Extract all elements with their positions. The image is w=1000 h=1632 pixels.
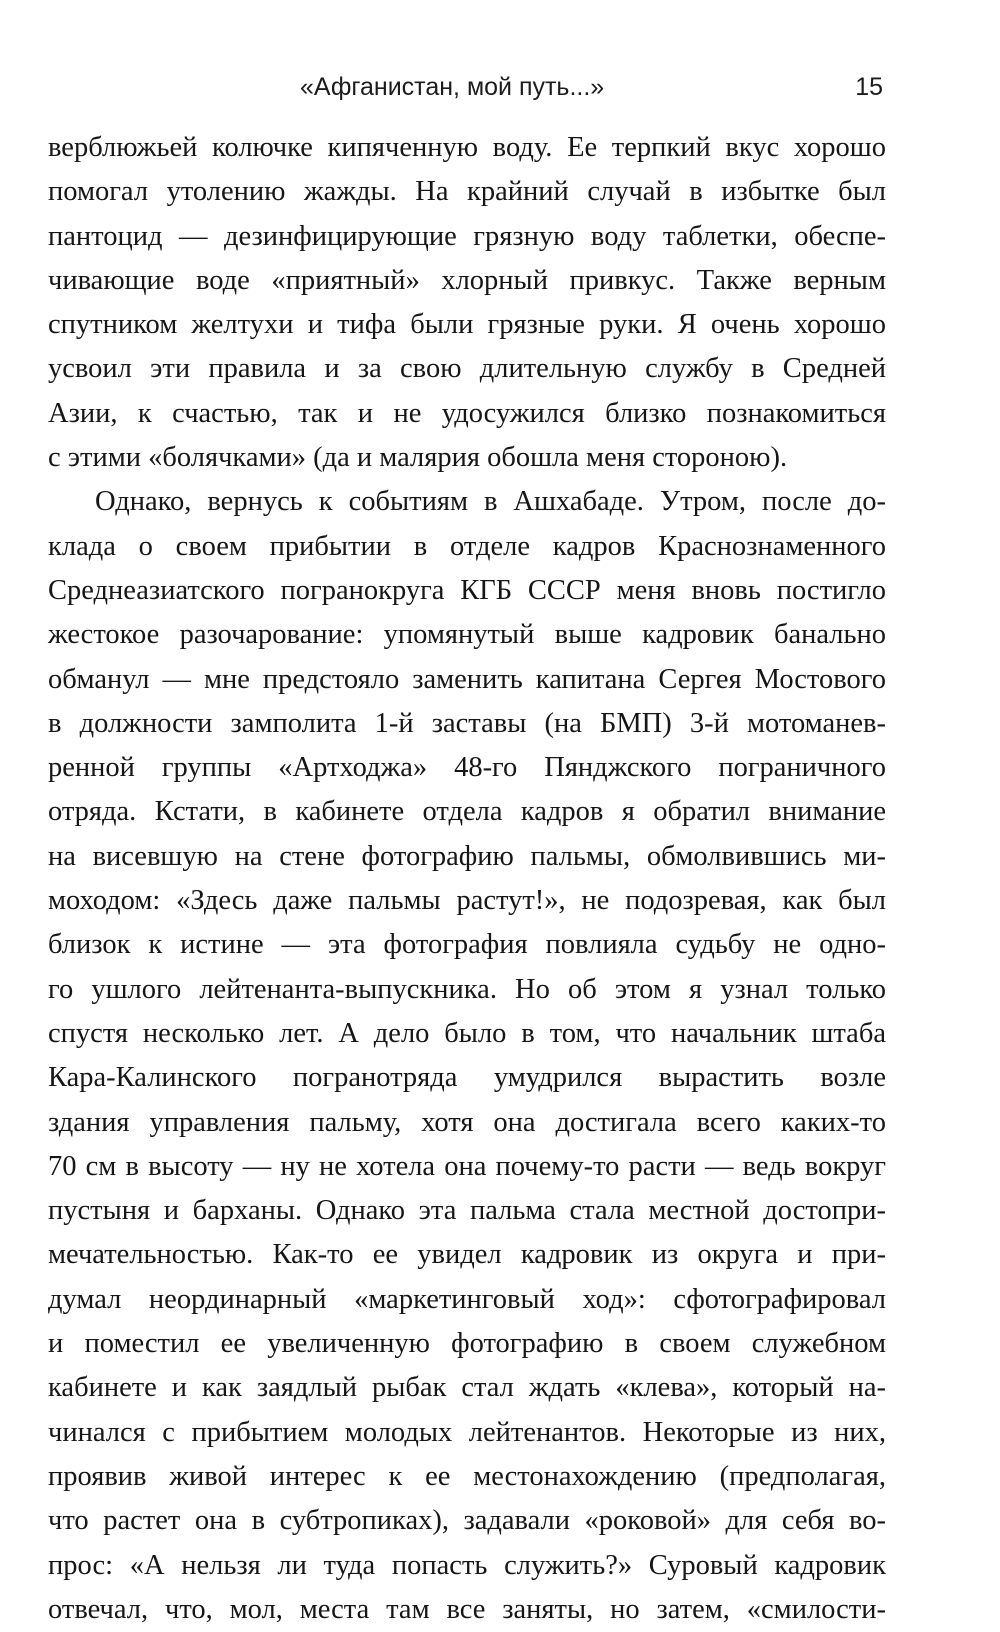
text-line: отвечал, что, мол, места там все заняты, но затем, «смилости- (48, 1593, 886, 1625)
text-line: здания управления пальму, хотя она достигала всего каких-то (48, 1106, 886, 1138)
text-line: чивающие воде «приятный» хлорный привкус. Также верным (48, 264, 886, 296)
text-line: прос: «А нельзя ли туда попасть служить?» Суровый кадровик (48, 1549, 886, 1581)
text-line: клада о своем прибытии в отделе кадров Краснознаменного (48, 530, 886, 562)
text-line: мечательностью. Как-то ее увидел кадровик из округа и при- (48, 1239, 886, 1271)
text-line: и поместил ее увеличенную фотографию в своем служебном (48, 1328, 886, 1360)
text-line: обманул — мне предстояло заменить капитана Сергея Мостового (48, 663, 886, 695)
text-line: Среднеазиатского погранокруга КГБ СССР меня вновь постигло (48, 574, 886, 606)
text-line: ренной группы «Артходжа» 48-го Пянджского пограничного (48, 752, 886, 784)
text-line-paragraph-start: Однако, вернусь к событиям в Ашхабаде. Утром, после до- (95, 486, 886, 518)
body-text (48, 126, 886, 1632)
running-head-title: «Афганистан, мой путь...» (300, 73, 605, 101)
text-line: на висевшую на стене фотографию пальмы, обмолвившись ми- (48, 840, 886, 872)
text-line: проявив живой интерес к ее местонахождению (предполагая, (48, 1460, 886, 1492)
text-line: спустя несколько лет. А дело было в том, что начальник штаба (48, 1017, 886, 1049)
text-line: спутником желтухи и тифа были грязные руки. Я очень хорошо (48, 309, 886, 341)
text-line: помогал утолению жажды. На крайний случай в избытке был (48, 176, 886, 208)
text-line: думал неординарный «маркетинговый ход»: сфотографировал (48, 1283, 886, 1315)
page-number: 15 (855, 73, 883, 101)
text-line: с этими «болячками» (да и малярия обошла меня стороною). (48, 442, 788, 474)
text-line: Кара-Калинского погранотряда умудрился вырастить возле (48, 1062, 886, 1094)
text-line: чинался с прибытием молодых лейтенантов. Некоторые из них, (48, 1416, 886, 1448)
text-line: моходом: «Здесь даже пальмы растут!», не подозревая, как был (48, 885, 886, 917)
text-line: жестокое разочарование: упомянутый выше кадровик банально (48, 619, 886, 651)
text-line: в должности замполита 1-й заставы (на БМП) 3-й мотоманев- (48, 707, 886, 739)
text-line: что растет она в субтропиках), задавали «роковой» для себя во- (48, 1505, 886, 1537)
text-line: усвоил эти правила и за свою длительную службу в Средней (48, 353, 886, 385)
text-line: верблюжьей колючке кипяченную воду. Ее терпкий вкус хорошо (48, 132, 886, 163)
text-line: близок к истине — эта фотография повлияла судьбу не одно- (48, 929, 886, 961)
text-line: Азии, к счастью, так и не удосужился близко познакомиться (48, 397, 886, 429)
text-line: пустыня и барханы. Однако эта пальма стала местной достопри- (48, 1195, 886, 1227)
text-line: пантоцид — дезинфицирующие грязную воду таблетки, обеспе- (48, 220, 886, 252)
text-line: 70 см в высоту — ну не хотела она почему-то расти — ведь вокруг (48, 1150, 886, 1182)
text-line: кабинете и как заядлый рыбак стал ждать «клева», который на- (48, 1372, 886, 1404)
text-line: го ушлого лейтенанта-выпускника. Но об этом я узнал только (48, 973, 886, 1005)
text-line: отряда. Кстати, в кабинете отдела кадров я обратил внимание (48, 796, 886, 828)
